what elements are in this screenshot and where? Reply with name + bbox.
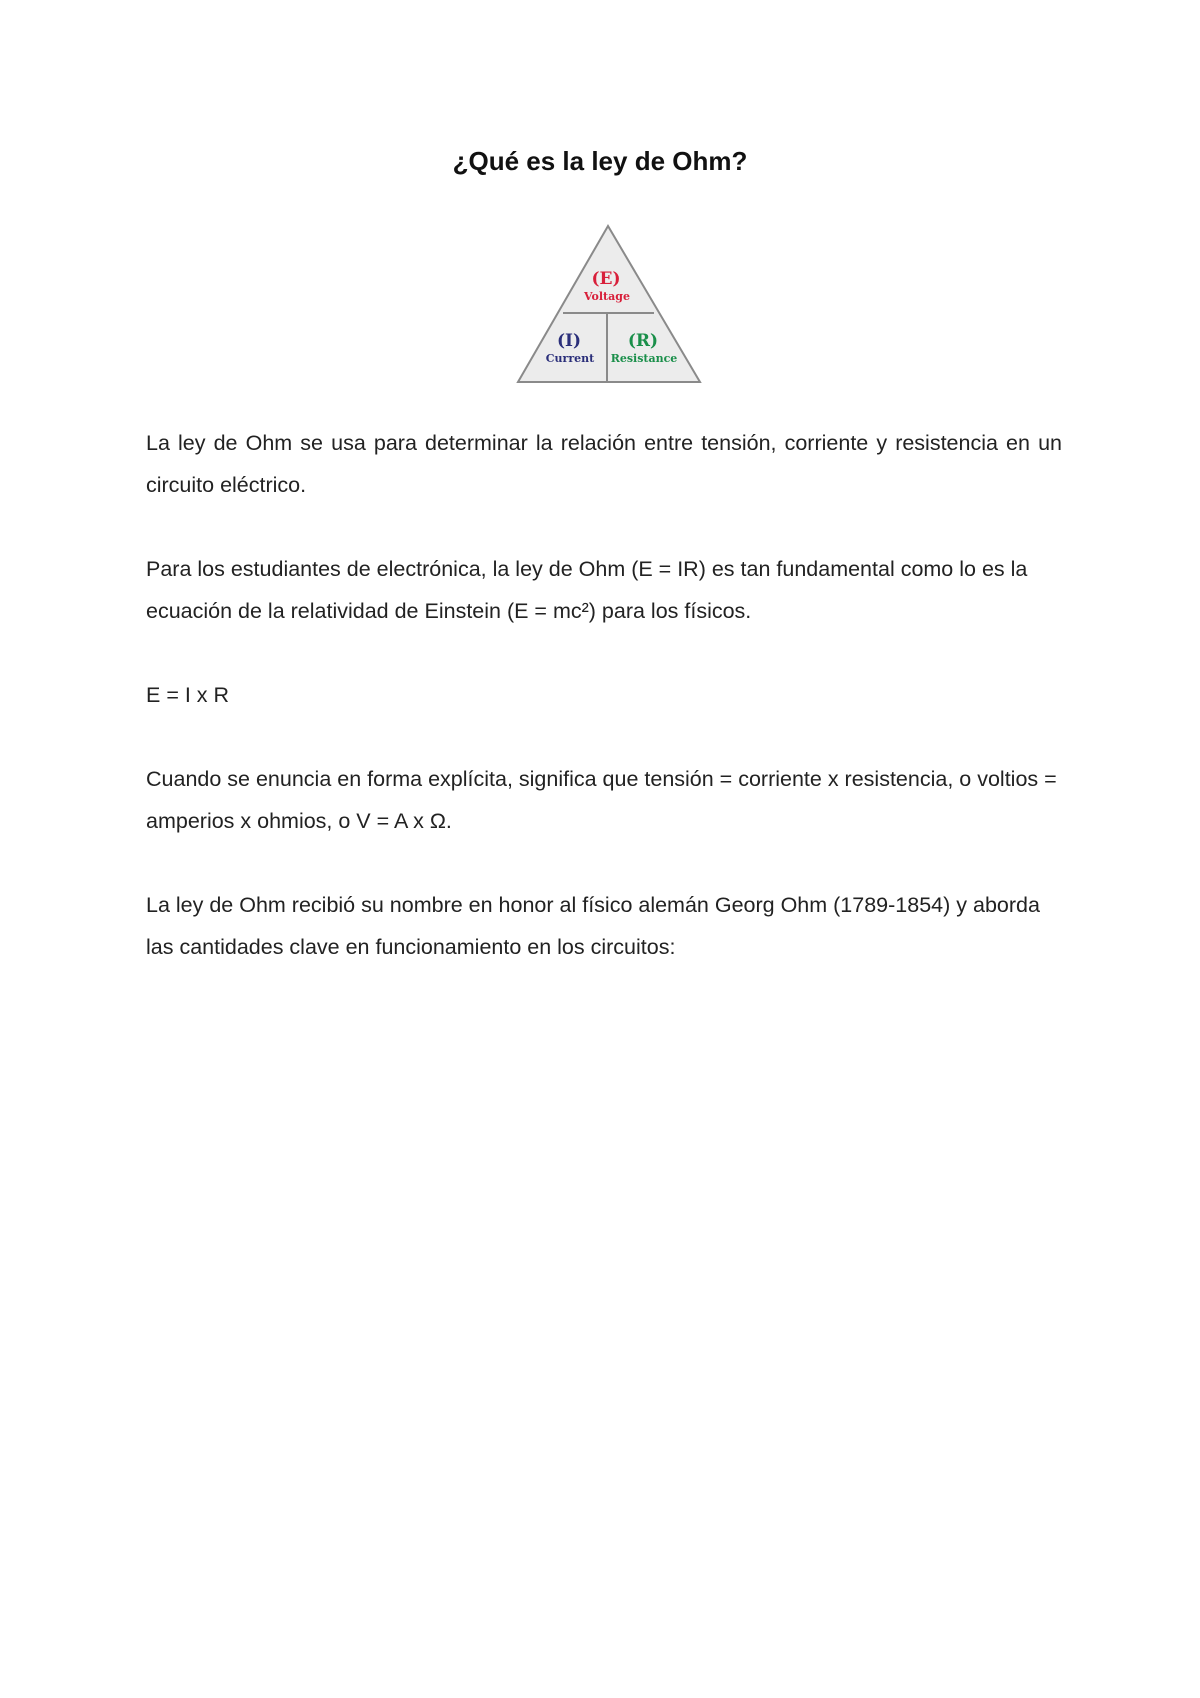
paragraph-history: La ley de Ohm recibió su nombre en honor al físico alemán Georg Ohm (1789-1854) y aborda las cantidades clave en funcionamiento en los circuitos: <box>146 893 1040 959</box>
resistance-label: Resistance <box>610 352 678 365</box>
paragraph-formula: E = I x R <box>146 683 230 707</box>
paragraph-students: Para los estudiantes de electrónica, la ley de Ohm (E = IR) es tan fundamental como lo es la ecuación de la relatividad de Einstein (E = mc²) para los físicos. <box>146 557 1028 623</box>
ohm-triangle-svg <box>447 196 765 392</box>
ohm-triangle-figure <box>447 196 765 392</box>
document-body <box>146 422 1062 1010</box>
current-label: Current <box>545 352 595 365</box>
voltage-symbol: (E) <box>591 269 621 289</box>
paragraph-intro: La ley de Ohm se usa para determinar la relación entre tensión, corriente y resistencia en un circuito eléctrico. <box>146 431 1062 497</box>
resistance-symbol: (R) <box>627 331 659 351</box>
page-title: ¿Qué es la ley de Ohm? <box>452 146 748 176</box>
current-symbol: (I) <box>556 331 582 351</box>
paragraph-explicit: Cuando se enuncia en forma explícita, significa que tensión = corriente x resistencia, o voltios = amperios x ohmios, o V = A x Ω. <box>146 767 1057 833</box>
voltage-label: Voltage <box>584 290 630 303</box>
